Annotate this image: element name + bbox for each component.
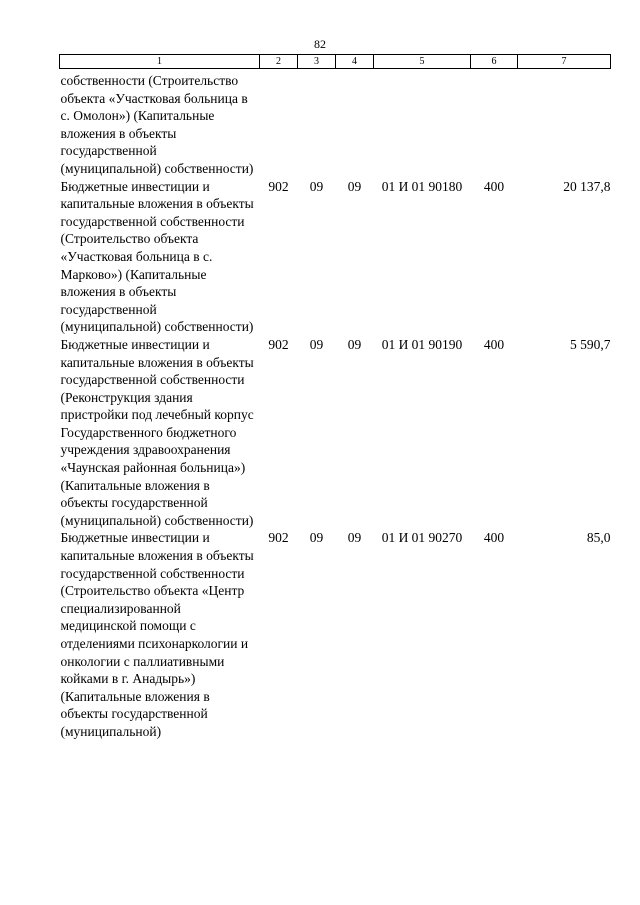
row-section-code: 09	[309, 336, 324, 352]
column-header-7: 7	[518, 55, 611, 69]
row-section-code: 09	[309, 178, 324, 194]
table-row	[60, 336, 611, 530]
row-amount: 85,0	[586, 530, 611, 546]
row-target-code: 01 И 01 90270	[381, 530, 463, 546]
row-target-code	[374, 69, 471, 178]
row-ministry-code: 902	[268, 530, 289, 546]
table-row	[60, 529, 611, 740]
row-expense-type: 400	[483, 178, 505, 194]
row-amount: 20 137,8	[563, 178, 611, 194]
column-header-4: 4	[336, 55, 374, 69]
row-target-code: 01 И 01 90190	[381, 336, 463, 352]
row-ministry-code	[260, 69, 298, 178]
column-header-3: 3	[298, 55, 336, 69]
row-subsection-code: 09	[347, 178, 362, 194]
row-subsection-code: 09	[347, 530, 362, 546]
budget-table	[59, 54, 611, 741]
row-ministry-code: 902	[268, 178, 289, 194]
row-expense-type: 400	[483, 530, 505, 546]
row-description: Бюджетные инвестиции и капитальные вложения в объекты государственной собственности (Строительство объекта «Центр специализированной медицинской помощи с отделениями психонаркологии и онкологии с паллиативными койками в г. Анадырь») (Капитальные вложения в объекты государственной (муниципальной)	[60, 530, 254, 739]
row-expense-type	[471, 69, 518, 178]
row-ministry-code: 902	[268, 336, 289, 352]
row-subsection-code	[336, 69, 374, 178]
column-header-5: 5	[374, 55, 471, 69]
table-row	[60, 69, 611, 178]
table-row	[60, 178, 611, 336]
row-target-code: 01 И 01 90180	[381, 178, 463, 194]
row-amount: 5 590,7	[570, 336, 611, 352]
column-number-header-row	[60, 55, 611, 69]
row-subsection-code: 09	[347, 336, 362, 352]
column-header-2: 2	[260, 55, 298, 69]
column-header-6: 6	[471, 55, 518, 69]
row-description: Бюджетные инвестиции и капитальные вложения в объекты государственной собственности (Строительство объекта «Участковая больница в с. Марково») (Капитальные вложения в объекты государственной (муниципальной) собственности)	[60, 178, 254, 335]
column-header-1: 1	[60, 55, 260, 69]
row-section-code: 09	[309, 530, 324, 546]
row-section-code	[298, 69, 336, 178]
row-amount	[518, 69, 611, 178]
row-description: собственности (Строительство объекта «Участковая больница в с. Омолон») (Капитальные вложения в объекты государственной (муниципальной) собственности)	[60, 73, 254, 176]
page-number: 82	[314, 37, 326, 51]
row-expense-type: 400	[483, 336, 505, 352]
row-description: Бюджетные инвестиции и капитальные вложения в объекты государственной собственности (Реконструкция здания пристройки под лечебный корпус Государственного бюджетного учреждения здравоохранения «Чаунская районная больница») (Капитальные вложения в объекты государственной (муниципальной) собственности)	[60, 336, 254, 528]
